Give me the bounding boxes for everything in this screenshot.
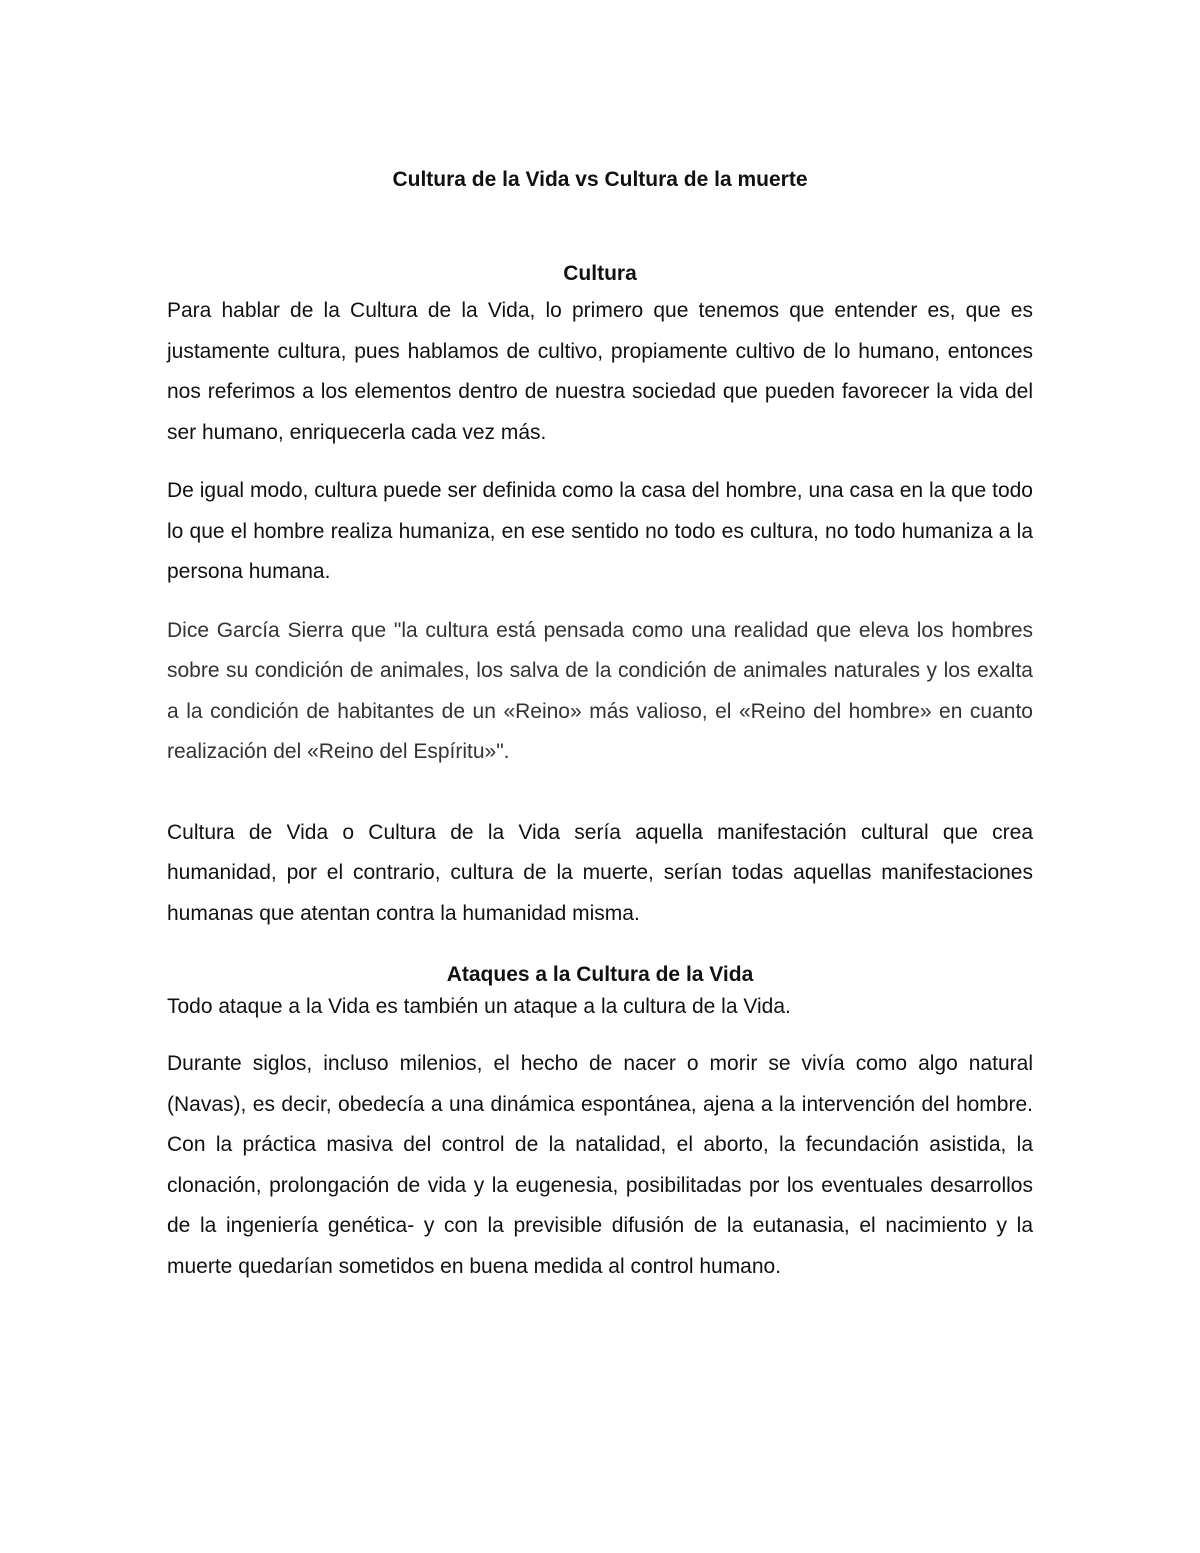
- spacer: [167, 934, 1033, 958]
- paragraph: Durante siglos, incluso milenios, el hecho de nacer o morir se vivía como algo natural (Navas), es decir, obedecía a una dinámica espontánea, ajena a la intervención del hombre. Con la práctica masiva del control de la natalidad, el aborto, la fecundación asistida, la clonación, prolongación de vida y la eugenesia, posibilitadas por los eventuales desarrollos de la ingeniería genética- y con la previsible difusión de la eutanasia, el nacimiento y la muerte quedarían sometidos en buena medida al control humano.: [167, 1052, 1033, 1278]
- spacer: [167, 200, 1033, 257]
- document-title: Cultura de la Vida vs Cultura de la muerte: [392, 168, 808, 191]
- quote-paragraph: Dice García Sierra que "la cultura está pensada como una realidad que eleva los hombres sobre su condición de animales, los salva de la condición de animales naturales y los exalta a la condición de habitantes de un «Reino» más valioso, el «Reino del hombre» en cuanto realización del «Reino del Espíritu»".: [167, 618, 1033, 763]
- paragraph: Cultura de Vida o Cultura de la Vida sería aquella manifestación cultural que crea humanidad, por el contrario, cultura de la muerte, serían todas aquellas manifestaciones humanas que atentan contra la humanidad misma.: [167, 820, 1033, 925]
- paragraph: Todo ataque a la Vida es también un ataque a la cultura de la Vida.: [167, 995, 791, 1018]
- spacer: [167, 593, 1033, 611]
- spacer: [167, 453, 1033, 471]
- paragraph: Para hablar de la Cultura de la Vida, lo primero que tenemos que entender es, que es justamente cultura, pues hablamos de cultivo, propiamente cultivo de lo humano, entonces nos referimos a los elementos dentro de nuestra sociedad que pueden favorecer la vida del ser humano, enriquecerla cada vez más.: [167, 299, 1033, 444]
- spacer: [167, 1022, 1033, 1044]
- section-heading-ataques: Ataques a la Cultura de la Vida: [446, 963, 754, 986]
- paragraph: De igual modo, cultura puede ser definida como la casa del hombre, una casa en la que todo lo que el hombre realiza humaniza, en ese sentido no todo es cultura, no todo humaniza a la persona humana.: [167, 479, 1033, 583]
- spacer: [167, 773, 1033, 813]
- section-heading-cultura: Cultura: [563, 262, 637, 285]
- document-body: [167, 160, 1033, 1287]
